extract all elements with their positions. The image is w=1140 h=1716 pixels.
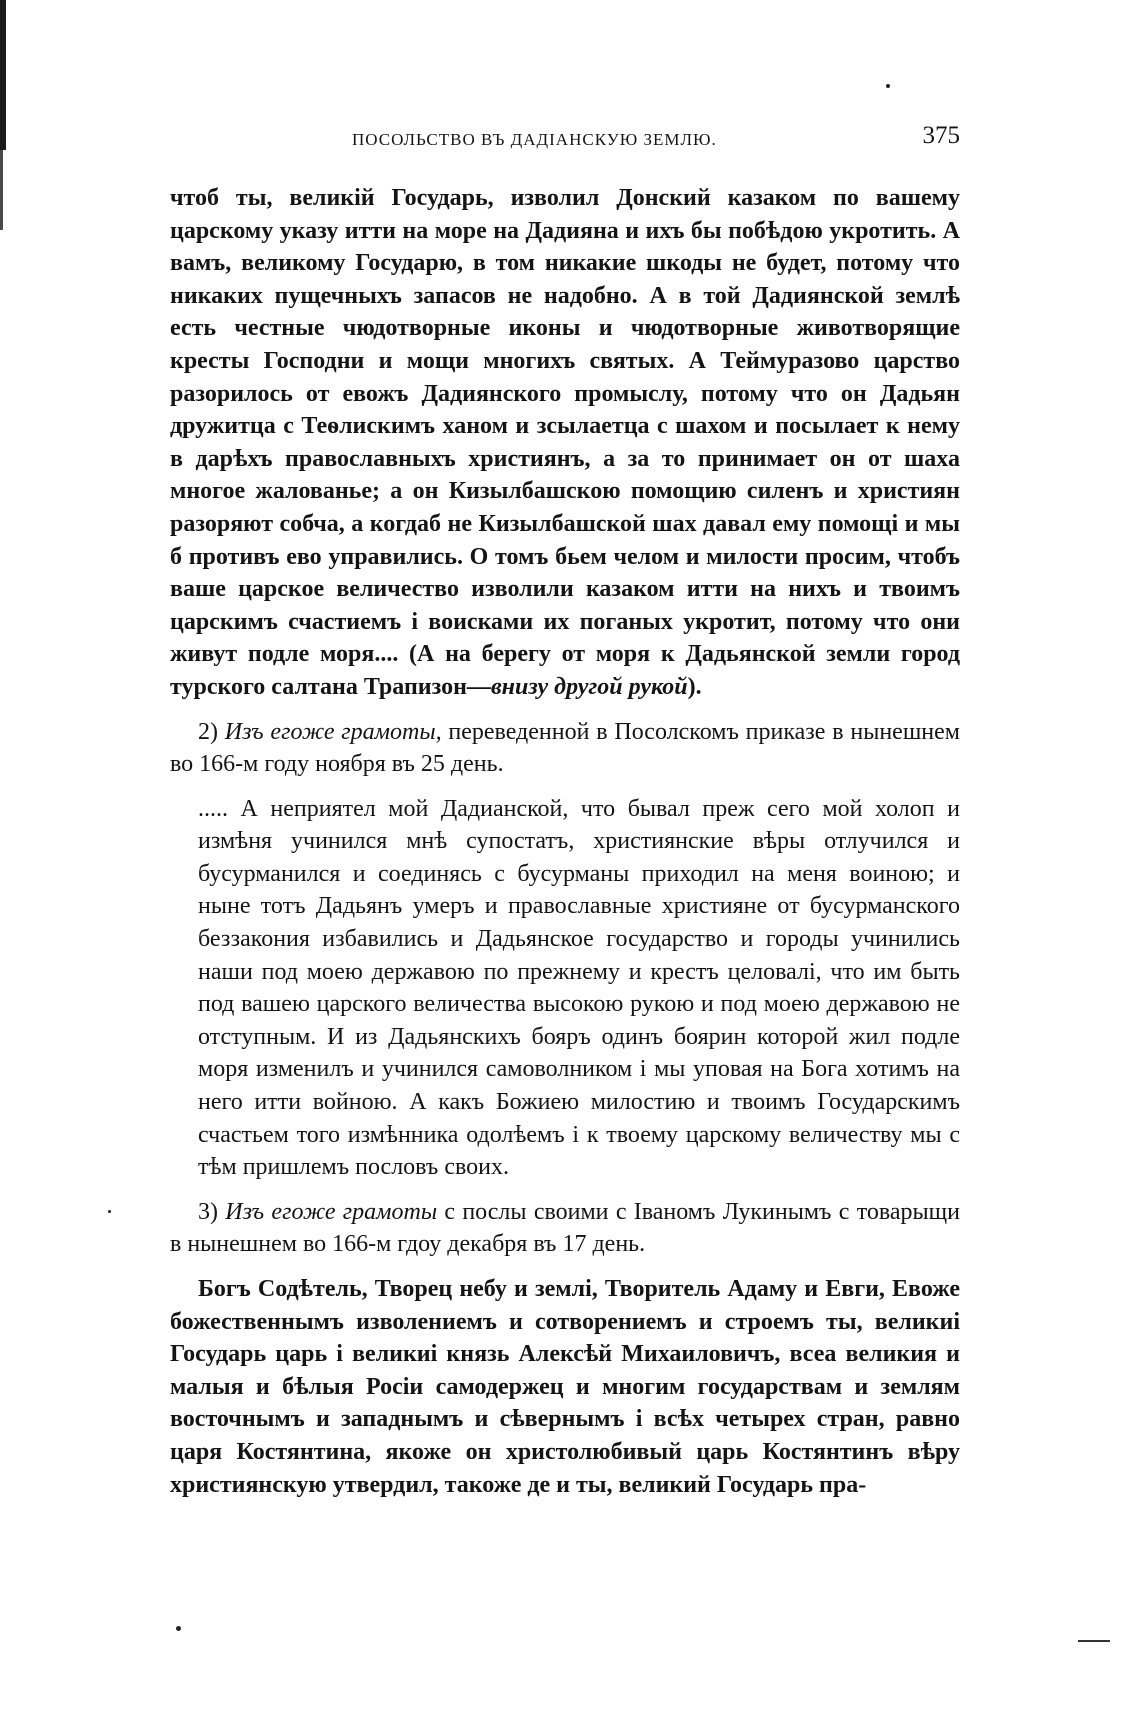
section-2-number: 2) — [198, 718, 225, 745]
paragraph-petition — [170, 182, 960, 704]
paragraph-letter-excerpt: ..... А неприятел мой Дадианской, что бывал преж сего мой холоп и измѣня учинился мнѣ супостатъ, християнские вѣры отлучился и бусурманился и соединясь с бусурманы приходил на меня воиною; и ныне тотъ Дадьянъ умеръ и православные християне от бусурманского беззакония избавились и Дадьянское государство и городы учинились наши под моею державою по прежнему и крестъ целовалі, что им быть под вашею царского величества высокою рукою и под моею державою не отступным. И из Дадьянскихъ бояръ одинъ боярин которой жил подле моря изменилъ и учинился самоволником і мы уповая на Бога хотимъ на него итти войною. А какъ Божиею милостию и твоимъ Государскимъ счастьем того измѣнника одолѣемъ і к твоему царскому величеству мы с тѣм пришлемъ пословъ своих. — [198, 795, 960, 1181]
running-head: ПОСОЛЬСТВО ВЪ ДАДІАНСКУЮ ЗЕМЛЮ. — [352, 130, 717, 149]
paragraph-petition-text: чтоб ты, великій Государь, изволил Донский казаком по вашему царскому указу итти на море на Дадияна и ихъ бы побѣдою укротить. А вамъ, великому Государю, в том никакие шкоды не будет, потому что никаких пущечныхъ запасов не надобно. А в той Дадиянской землѣ есть честные чюдотворные иконы и чюдотворные животворящие кресты Господни и мощи многихъ святых. А Теймуразово царство разорилось от евожъ Дадиянского промыслу, потому что он Дадьян дружитца с Теѳлискимъ ханом и зсылаетца с шахом и посылает к нему в дарѣхъ православныхъ християнъ, а за то принимает он от шаха многое жалованье; а он Кизылбашскою помощию силенъ и християн разоряют собча, а когдаб не Кизылбашской шах давал ему помощі и мы б противъ ево управились. О томъ бьем челом и милости просим, чтобъ ваше царское величество изволили казаком итти на нихъ и твоимъ царскимъ счастиемъ і воисками их поганых укротит, потому что они живут подле моря.... (А на берегу от моря к Дадьянской земли город турского салтана Трапизон— — [170, 185, 960, 700]
paragraph-petition-end: ). — [687, 673, 702, 700]
section-2-title: Изъ егоже грамоты, — [224, 718, 442, 745]
paragraph-section-3 — [170, 1196, 960, 1261]
scan-edge-shadow-lower — [0, 150, 3, 230]
page-body — [170, 182, 960, 1513]
section-3-text: с послы своими с Іваномъ Лукинымъ с товарыщи в нынешнем во 166-м гдоу декабря въ 17 день. — [170, 1198, 960, 1258]
section-2-text: переведенной в Посолскомъ приказе в нынешнем во 166-м году ноября въ 25 день. — [170, 718, 960, 778]
page-number: 375 — [922, 122, 960, 149]
paragraph-section-2 — [170, 716, 960, 781]
scan-speck — [176, 1626, 181, 1631]
page-header — [170, 120, 960, 156]
scan-corner-rule — [1078, 1640, 1110, 1642]
scan-speck — [886, 84, 890, 88]
marginal-note: внизу другой рукой — [490, 673, 688, 700]
scan-edge-shadow — [0, 0, 6, 150]
paragraph-invocation: Богъ Содѣтель, Творец небу и землі, Творитель Адаму и Евги, Евоже божественнымъ изволениемъ и сотворениемъ и строемъ ты, великиі Государь царь і великиі князь Алексѣй Михаиловичъ, всеа великия и малыя и бѣлыя Росіи самодержец и многим государствам и землям восточнымъ и западнымъ и сѣвернымъ і всѣх четырех стран, равно царя Костянтина, якоже он христолюбивый царь Костянтинъ вѣру християнскую утвердил, такоже де и ты, великий Государь пра- — [170, 1276, 960, 1498]
section-3-number: 3) — [198, 1198, 226, 1225]
section-3-title: Изъ егоже грамоты — [225, 1198, 438, 1225]
scan-speck — [108, 1210, 111, 1213]
